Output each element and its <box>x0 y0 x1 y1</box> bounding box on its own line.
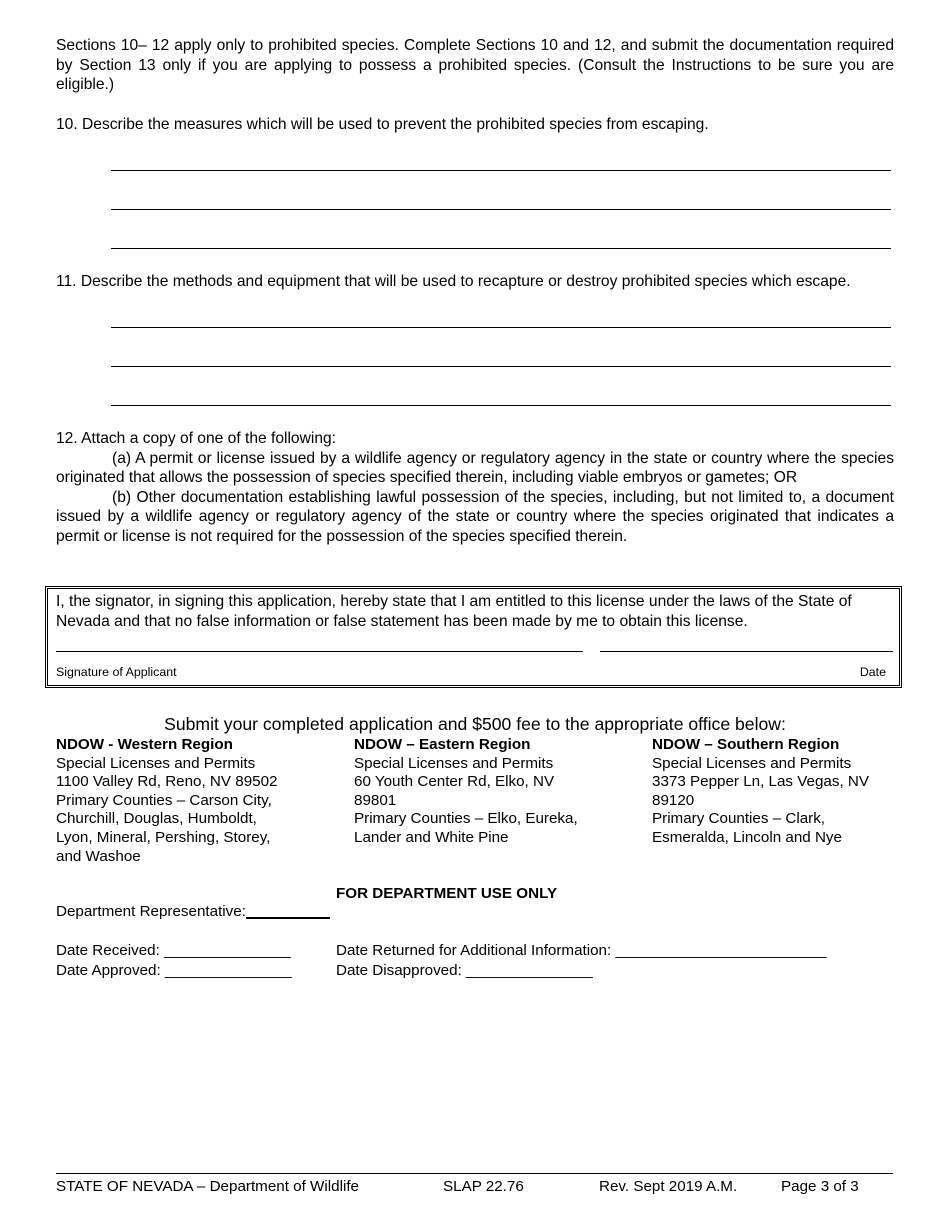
office-western-line: 1100 Valley Rd, Reno, NV 89502 <box>56 773 278 791</box>
certification-statement: I, the signator, in signing this application, hereby state that I am entitled to this license under the laws of the State of Nevada and that no false information or false statement has been made by me to obtain this license. <box>56 593 852 630</box>
date-received-label: Date Received: _______________ <box>56 942 291 959</box>
office-eastern-name: NDOW – Eastern Region <box>354 736 531 753</box>
office-southern-line: 3373 Pepper Ln, Las Vegas, NV <box>652 773 869 791</box>
date-label: Date <box>859 665 886 679</box>
office-southern-line: Primary Counties – Clark, <box>652 810 826 828</box>
question-10: 10. Describe the measures which will be used to prevent the prohibited species from escaping. <box>56 116 709 133</box>
office-southern-line: 89120 <box>652 791 695 809</box>
office-western-name: NDOW - Western Region <box>56 736 233 753</box>
office-western-line: Churchill, Douglas, Humboldt, <box>56 810 257 828</box>
office-southern-name: NDOW – Southern Region <box>652 736 840 753</box>
office-eastern <box>354 736 614 848</box>
answer-line-11-2[interactable] <box>111 366 891 367</box>
question-12 <box>56 429 894 547</box>
date-line[interactable] <box>600 651 893 652</box>
office-southern-line: Esmeralda, Lincoln and Nye <box>652 828 842 846</box>
question-12-option-b: (b) Other documentation establishing lawful possession of the species, including, but not limited to, a document issued by a wildlife agency or regulatory agency of the state or country where the species originated that indicates a permit or license is not required for the possession of the species specified therein. <box>56 488 894 545</box>
date-approved-label: Date Approved: _______________ <box>56 962 292 979</box>
date-disapproved-label: Date Disapproved: _______________ <box>336 962 593 979</box>
office-southern <box>652 736 912 848</box>
signature-line[interactable] <box>56 651 583 652</box>
department-use-heading: FOR DEPARTMENT USE ONLY <box>336 885 558 902</box>
office-western-line: Special Licenses and Permits <box>56 754 256 772</box>
question-12-heading: 12. Attach a copy of one of the following: <box>56 430 337 447</box>
answer-line-10-3[interactable] <box>111 248 891 249</box>
office-western-line: and Washoe <box>56 847 141 865</box>
certification-box <box>45 586 902 688</box>
office-eastern-line: 89801 <box>354 791 397 809</box>
footer-page-number: Page 3 of 3 <box>781 1178 859 1195</box>
department-representative-label: Department Representative: <box>56 903 246 920</box>
intro-paragraph: Sections 10– 12 apply only to prohibited species. Complete Sections 10 and 12, and submit the documentation required by Section 13 only if you are applying to possess a prohibited species. (Consult the Instructions to be sure you are eligible.) <box>56 37 894 94</box>
signature-label: Signature of Applicant <box>56 665 177 679</box>
department-representative <box>56 902 330 922</box>
office-western-line: Lyon, Mineral, Pershing, Storey, <box>56 828 271 846</box>
office-eastern-line: Primary Counties – Elko, Eureka, <box>354 810 578 828</box>
answer-line-11-1[interactable] <box>111 327 891 328</box>
office-eastern-line: Lander and White Pine <box>354 828 509 846</box>
office-eastern-line: Special Licenses and Permits <box>354 754 554 772</box>
office-western <box>56 736 316 866</box>
answer-line-11-3[interactable] <box>111 405 891 406</box>
question-11: 11. Describe the methods and equipment that will be used to recapture or destroy prohibited species which escape. <box>56 273 851 290</box>
answer-line-10-2[interactable] <box>111 209 891 210</box>
department-representative-line[interactable] <box>246 917 330 919</box>
footer-rule <box>56 1173 893 1174</box>
footer-agency: STATE OF NEVADA – Department of Wildlife <box>56 1178 359 1195</box>
submit-instructions: Submit your completed application and $500 fee to the appropriate office below: <box>164 714 786 734</box>
date-returned-label: Date Returned for Additional Information: _________________________ <box>336 942 827 959</box>
office-southern-line: Special Licenses and Permits <box>652 754 852 772</box>
office-eastern-line: 60 Youth Center Rd, Elko, NV <box>354 773 555 791</box>
answer-line-10-1[interactable] <box>111 170 891 171</box>
footer-form-id: SLAP 22.76 <box>443 1178 524 1195</box>
office-western-line: Primary Counties – Carson City, <box>56 791 272 809</box>
question-12-option-a: (a) A permit or license issued by a wildlife agency or regulatory agency in the state or country where the species originated that allows the possession of species specified therein, including viable embryos or gametes; OR <box>56 449 894 487</box>
footer-revision: Rev. Sept 2019 A.M. <box>599 1178 738 1195</box>
